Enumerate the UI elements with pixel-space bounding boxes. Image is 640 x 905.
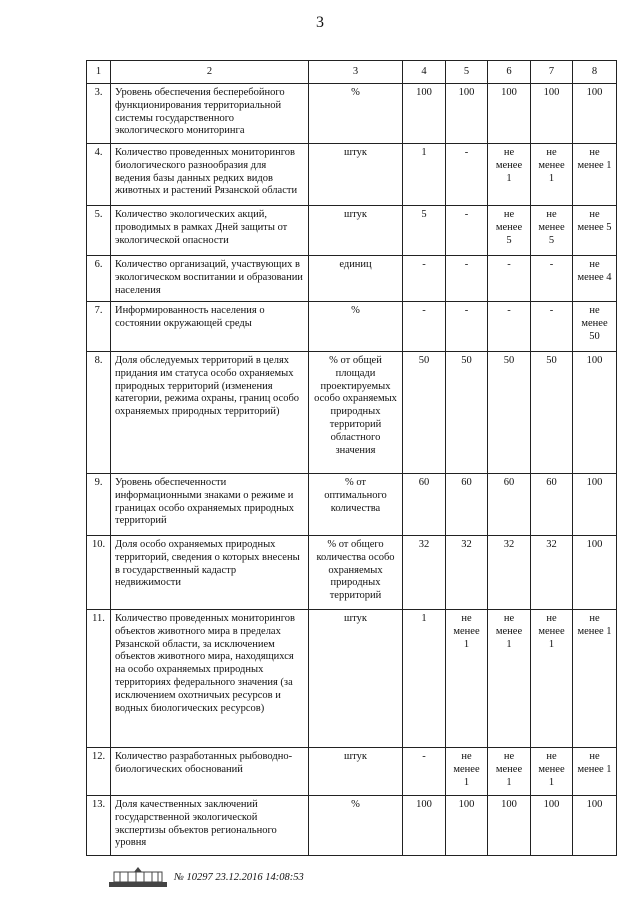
value-cell: 100 bbox=[488, 84, 531, 144]
value-cell: не менее 1 bbox=[573, 748, 617, 796]
value-cell: 50 bbox=[488, 352, 531, 474]
table-row bbox=[87, 302, 617, 352]
indicator-name: Информированность населения о состоянии окружающей среды bbox=[111, 302, 309, 352]
value-cell: 1 bbox=[403, 144, 446, 206]
value-cell: 32 bbox=[446, 536, 488, 610]
value-cell: 5 bbox=[403, 206, 446, 256]
table-row bbox=[87, 352, 617, 474]
row-number: 3. bbox=[87, 84, 111, 144]
value-cell: - bbox=[446, 302, 488, 352]
value-cell: 32 bbox=[403, 536, 446, 610]
header-cell: 6 bbox=[488, 61, 531, 84]
value-cell: не менее 5 bbox=[488, 206, 531, 256]
table-row bbox=[87, 84, 617, 144]
value-cell: 100 bbox=[403, 796, 446, 856]
row-number: 4. bbox=[87, 144, 111, 206]
header-cell: 8 bbox=[573, 61, 617, 84]
value-cell: 100 bbox=[573, 796, 617, 856]
indicator-name: Количество проведенных мониторингов объектов животного мира в пределах Рязанской области, за исключением объектов животного мира, находящихся на особо охраняемых природных территориях федерального значения (за исключением охотничьих ресурсов и водных биологических ресурсов) bbox=[111, 610, 309, 748]
value-cell: не менее 5 bbox=[573, 206, 617, 256]
value-cell: 100 bbox=[488, 796, 531, 856]
value-cell: - bbox=[446, 206, 488, 256]
value-cell: 50 bbox=[446, 352, 488, 474]
value-cell: 60 bbox=[531, 474, 573, 536]
unit-cell: штук bbox=[309, 610, 403, 748]
value-cell: 50 bbox=[403, 352, 446, 474]
indicator-name: Уровень обеспеченности информационными знаками о режиме и границах особо охраняемых природных территорий bbox=[111, 474, 309, 536]
value-cell: 32 bbox=[531, 536, 573, 610]
table-row bbox=[87, 206, 617, 256]
value-cell: 60 bbox=[488, 474, 531, 536]
value-cell: не менее 1 bbox=[531, 610, 573, 748]
value-cell: - bbox=[446, 144, 488, 206]
value-cell: 100 bbox=[573, 352, 617, 474]
indicator-name: Количество экологических акций, проводимых в рамках Дней защиты от экологической опасности bbox=[111, 206, 309, 256]
header-cell: 3 bbox=[309, 61, 403, 84]
value-cell: 100 bbox=[531, 84, 573, 144]
registration-footer bbox=[108, 866, 408, 890]
value-cell: не менее 1 bbox=[573, 144, 617, 206]
unit-cell: штук bbox=[309, 144, 403, 206]
row-number: 8. bbox=[87, 352, 111, 474]
indicator-name: Количество проведенных мониторингов биологического разнообразия для ведения базы данных редких видов животных и растений Рязанской области bbox=[111, 144, 309, 206]
table-row bbox=[87, 536, 617, 610]
value-cell: 1 bbox=[403, 610, 446, 748]
value-cell: не менее 1 bbox=[446, 610, 488, 748]
row-number: 9. bbox=[87, 474, 111, 536]
value-cell: не менее 1 bbox=[573, 610, 617, 748]
row-number: 10. bbox=[87, 536, 111, 610]
page-number: 3 bbox=[316, 14, 324, 31]
unit-cell: % bbox=[309, 302, 403, 352]
value-cell: не менее 1 bbox=[531, 748, 573, 796]
value-cell: 100 bbox=[573, 536, 617, 610]
value-cell: не менее 1 bbox=[488, 610, 531, 748]
value-cell: 100 bbox=[446, 796, 488, 856]
unit-cell: % от общего количества особо охраняемых природных территорий bbox=[309, 536, 403, 610]
value-cell: - bbox=[403, 302, 446, 352]
value-cell: - bbox=[488, 256, 531, 302]
value-cell: не менее 4 bbox=[573, 256, 617, 302]
value-cell: 100 bbox=[573, 474, 617, 536]
value-cell: не менее 1 bbox=[531, 144, 573, 206]
unit-cell: штук bbox=[309, 206, 403, 256]
header-cell: 5 bbox=[446, 61, 488, 84]
value-cell: не менее 1 bbox=[488, 144, 531, 206]
value-cell: - bbox=[446, 256, 488, 302]
value-cell: 60 bbox=[403, 474, 446, 536]
value-cell: 100 bbox=[446, 84, 488, 144]
value-cell: 100 bbox=[531, 796, 573, 856]
value-cell: не менее 1 bbox=[488, 748, 531, 796]
value-cell: - bbox=[531, 302, 573, 352]
value-cell: не менее 50 bbox=[573, 302, 617, 352]
header-cell: 2 bbox=[111, 61, 309, 84]
registry-seal-icon bbox=[108, 866, 168, 888]
table-row bbox=[87, 610, 617, 748]
value-cell: 60 bbox=[446, 474, 488, 536]
row-number: 7. bbox=[87, 302, 111, 352]
indicator-name: Количество разработанных рыбоводно-биологических обоснований bbox=[111, 748, 309, 796]
indicator-name: Количество организаций, участвующих в экологическом воспитании и образовании населения bbox=[111, 256, 309, 302]
unit-cell: штук bbox=[309, 748, 403, 796]
header-cell: 1 bbox=[87, 61, 111, 84]
value-cell: 50 bbox=[531, 352, 573, 474]
header-cell: 7 bbox=[531, 61, 573, 84]
value-cell: - bbox=[488, 302, 531, 352]
indicators-table bbox=[86, 60, 617, 856]
row-number: 5. bbox=[87, 206, 111, 256]
value-cell: - bbox=[403, 256, 446, 302]
value-cell: не менее 5 bbox=[531, 206, 573, 256]
unit-cell: % bbox=[309, 796, 403, 856]
unit-cell: % bbox=[309, 84, 403, 144]
indicator-name: Уровень обеспечения бесперебойного функционирования территориальной системы государственного экологического мониторинга bbox=[111, 84, 309, 144]
unit-cell: % от оптимального количества bbox=[309, 474, 403, 536]
value-cell: не менее 1 bbox=[446, 748, 488, 796]
indicator-name: Доля обследуемых территорий в целях придания им статуса особо охраняемых природных территорий (изменения категории, режима охраны, границ особо охраняемых природных территорий) bbox=[111, 352, 309, 474]
header-cell: 4 bbox=[403, 61, 446, 84]
unit-cell: % от общей площади проектируемых особо охраняемых природных территорий областного значения bbox=[309, 352, 403, 474]
row-number: 11. bbox=[87, 610, 111, 748]
table-row bbox=[87, 748, 617, 796]
indicator-name: Доля качественных заключений государственной экологической экспертизы объектов регионального уровня bbox=[111, 796, 309, 856]
row-number: 13. bbox=[87, 796, 111, 856]
row-number: 12. bbox=[87, 748, 111, 796]
value-cell: - bbox=[403, 748, 446, 796]
table-header-row bbox=[87, 61, 617, 84]
indicator-name: Доля особо охраняемых природных территорий, сведения о которых внесены в государственный кадастр недвижимости bbox=[111, 536, 309, 610]
value-cell: - bbox=[531, 256, 573, 302]
row-number: 6. bbox=[87, 256, 111, 302]
table-row bbox=[87, 256, 617, 302]
table-row bbox=[87, 796, 617, 856]
unit-cell: единиц bbox=[309, 256, 403, 302]
table-row bbox=[87, 474, 617, 536]
table-row bbox=[87, 144, 617, 206]
value-cell: 100 bbox=[573, 84, 617, 144]
registration-stamp: № 10297 23.12.2016 14:08:53 bbox=[174, 872, 304, 883]
value-cell: 32 bbox=[488, 536, 531, 610]
value-cell: 100 bbox=[403, 84, 446, 144]
